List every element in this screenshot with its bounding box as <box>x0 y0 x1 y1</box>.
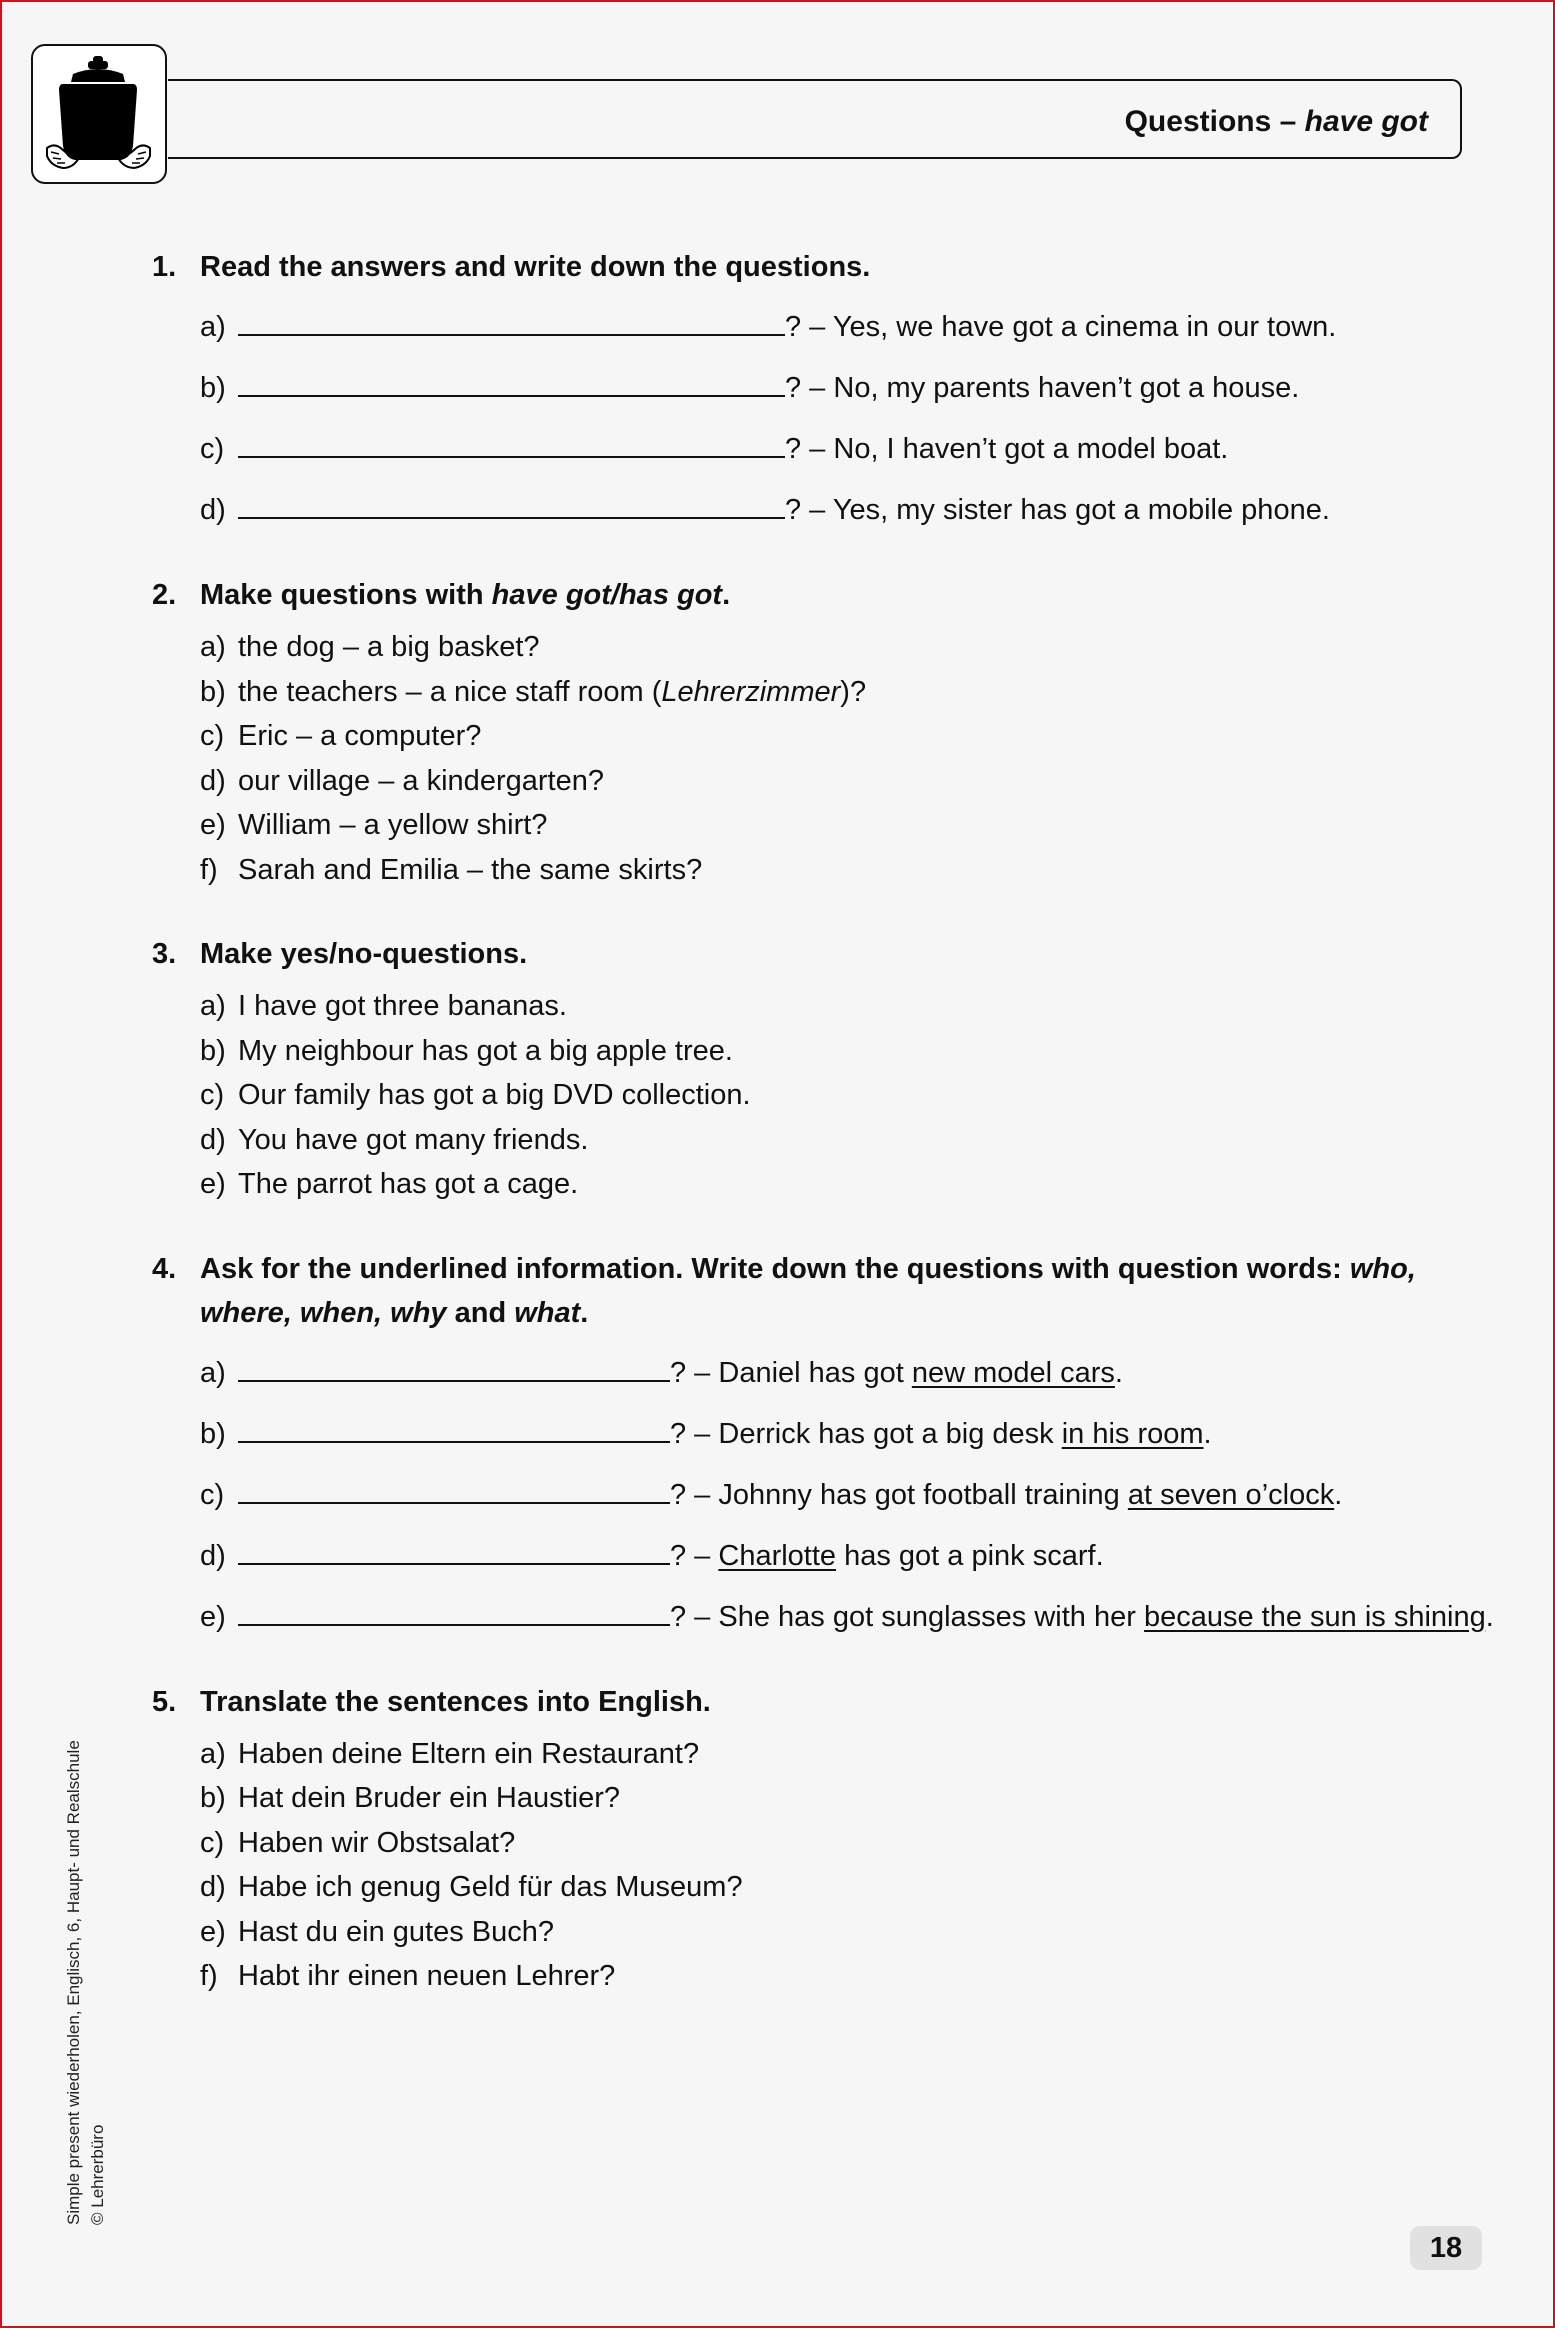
answer-blank[interactable] <box>238 1411 670 1443</box>
page-title: Questions – have got <box>1124 105 1428 138</box>
exercise-heading: 4. Ask for the underlined information. Write down the questions with question words: who, where, when, why and what. <box>152 1252 1416 1329</box>
list-item: c) ? – Johnny has got football training at seven o’clock. <box>200 1465 1492 1526</box>
title-banner <box>168 79 1462 159</box>
list-item: d) Habe ich genug Geld für das Museum? <box>200 1871 743 1903</box>
list-item: a) ? – Yes, we have got a cinema in our town. <box>200 297 1492 358</box>
exercise-5 <box>152 1680 1492 1999</box>
list-item: c) Eric – a computer? <box>200 720 482 752</box>
list-item: b) My neighbour has got a big apple tree. <box>200 1034 733 1067</box>
exercise-1 <box>152 245 1492 541</box>
exercise-2 <box>152 573 1492 892</box>
list-item: d) ? – Charlotte has got a pink scarf. <box>200 1526 1492 1587</box>
exercise-heading: 1. Read the answers and write down the questions. <box>152 251 871 283</box>
exercise-heading: 5. Translate the sentences into English. <box>152 1685 711 1718</box>
list-item: b) the teachers – a nice staff room (Lehrerzimmer)? <box>200 675 867 708</box>
list-item: a) Haben deine Eltern ein Restaurant? <box>200 1737 700 1770</box>
exercise-3 <box>152 932 1492 1207</box>
answer-blank[interactable] <box>238 1472 670 1504</box>
list-item: e) The parrot has got a cage. <box>200 1168 579 1200</box>
answer-blank[interactable] <box>238 426 785 458</box>
logo <box>31 44 167 184</box>
exercise-heading: 2. Make questions with have got/has got. <box>152 579 731 611</box>
list-item: b) ? – Derrick has got a big desk in his room. <box>200 1404 1492 1465</box>
list-item: d) ? – Yes, my sister has got a mobile phone. <box>200 480 1492 541</box>
list-item: b) Hat dein Bruder ein Haustier? <box>200 1782 621 1814</box>
list-item: e) ? – She has got sunglasses with her because the sun is shining. <box>200 1587 1492 1648</box>
list-item: e) William – a yellow shirt? <box>200 809 548 841</box>
list-item: c) ? – No, I haven’t got a model boat. <box>200 419 1492 480</box>
answer-blank[interactable] <box>238 365 785 397</box>
list-item: f) Sarah and Emilia – the same skirts? <box>200 853 703 886</box>
pot-held-by-hands-icon <box>33 46 164 181</box>
list-item: d) our village – a kindergarten? <box>200 764 604 797</box>
answer-blank[interactable] <box>238 487 785 519</box>
answer-blank[interactable] <box>238 1533 670 1565</box>
answer-blank[interactable] <box>238 304 785 336</box>
list-item: e) Hast du ein gutes Buch? <box>200 1915 554 1948</box>
sidebar-credits: Simple present wiederholen, Englisch, 6, Haupt- und Realschule © Lehrerbüro <box>64 1740 107 2225</box>
exercise-heading: 3. Make yes/no-questions. <box>152 938 528 970</box>
answer-blank[interactable] <box>238 1594 670 1626</box>
list-item: a) I have got three bananas. <box>200 990 567 1022</box>
answer-blank[interactable] <box>238 1350 670 1382</box>
list-item: a) ? – Daniel has got new model cars. <box>200 1343 1492 1404</box>
worksheet-content <box>152 245 1492 1999</box>
list-item: f) Habt ihr einen neuen Lehrer? <box>200 1960 616 1992</box>
list-item: b) ? – No, my parents haven’t got a house. <box>200 358 1492 419</box>
page-number: 18 <box>1410 2226 1482 2270</box>
list-item: a) the dog – a big basket? <box>200 631 540 663</box>
exercise-4 <box>152 1247 1492 1648</box>
list-item: c) Our family has got a big DVD collection. <box>200 1079 751 1111</box>
list-item: d) You have got many friends. <box>200 1123 589 1156</box>
list-item: c) Haben wir Obstsalat? <box>200 1826 516 1859</box>
